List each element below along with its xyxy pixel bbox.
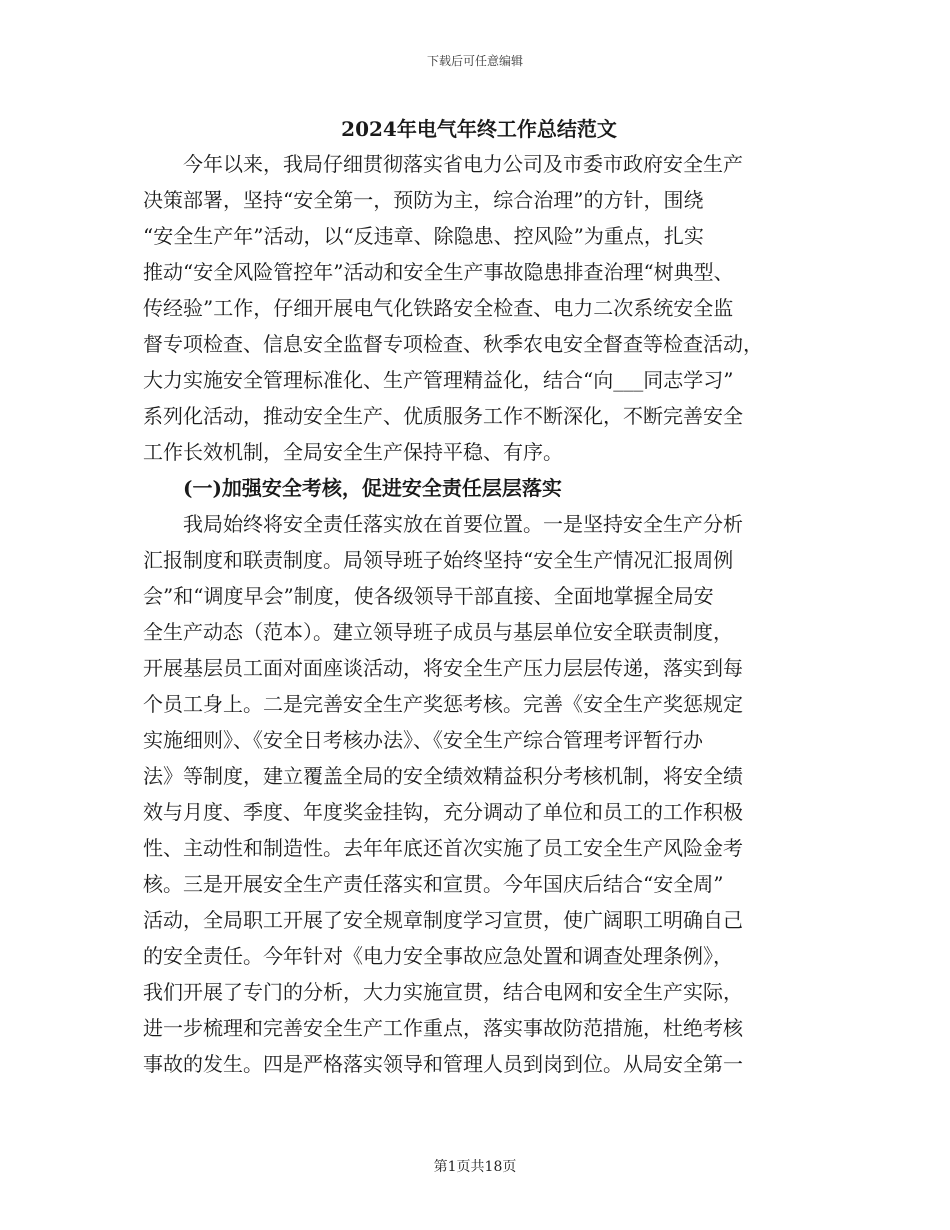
paragraph-line: 系列化活动，推动安全生产、优质服务工作不断深化，不断完善安全 bbox=[143, 404, 743, 428]
paragraph-line: 推动“安全风险管控年”活动和安全生产事故隐患排查治理“树典型、 bbox=[143, 260, 734, 284]
paragraph-line: 决策部署，坚持“安全第一，预防为主，综合治理”的方针，围绕 bbox=[143, 188, 704, 212]
paragraph-line: “安全生产年”活动，以“反违章、除隐患、控风险”为重点，扎实 bbox=[143, 224, 704, 248]
page-header-note: 下载后可任意编辑 bbox=[426, 54, 523, 68]
paragraph-line: 大力实施安全管理标准化、生产管理精益化，结合“向___同志学习” bbox=[143, 368, 734, 392]
paragraph-line: 工作长效机制，全局安全生产保持平稳、有序。 bbox=[143, 440, 563, 464]
page-number: 第1页共18页 bbox=[433, 1159, 517, 1175]
paragraph-line: 性、主动性和制造性。去年年底还首次实施了员工安全生产风险金考 bbox=[143, 836, 743, 860]
paragraph-line: 个员工身上。二是完善安全生产奖惩考核。完善《安全生产奖惩规定 bbox=[143, 692, 743, 716]
paragraph-line: 法》等制度，建立覆盖全局的安全绩效精益积分考核机制，将安全绩 bbox=[143, 764, 743, 788]
paragraph-line: 效与月度、季度、年度奖金挂钩，充分调动了单位和员工的工作积极 bbox=[143, 800, 743, 824]
paragraph-line: 进一步梳理和完善安全生产工作重点，落实事故防范措施，杜绝考核 bbox=[143, 1016, 743, 1040]
paragraph-line: 督专项检查、信息安全监督专项检查、秋季农电安全督查等检查活动， bbox=[143, 332, 763, 356]
paragraph-line: 实施细则》、《安全日考核办法》、《安全生产综合管理考评暂行办 bbox=[143, 728, 703, 752]
paragraph-line: 核。三是开展安全生产责任落实和宣贯。今年国庆后结合“安全周” bbox=[143, 872, 724, 896]
paragraph-line: 我局始终将安全责任落实放在首要位置。一是坚持安全生产分析 bbox=[183, 512, 743, 536]
paragraph-line: 活动，全局职工开展了安全规章制度学习宣贯，使广阔职工明确自己 bbox=[143, 908, 743, 932]
intro-paragraph bbox=[143, 146, 815, 470]
section-heading: (一)加强安全考核，促进安全责任层层落实 bbox=[183, 476, 562, 500]
paragraph-line: 我们开展了专门的分析，大力实施宣贯，结合电网和安全生产实际， bbox=[143, 980, 743, 1004]
paragraph-line: 开展基层员工面对面座谈活动，将安全生产压力层层传递，落实到每 bbox=[143, 656, 743, 680]
paragraph-line: 传经验”工作，仔细开展电气化铁路安全检查、电力二次系统安全监 bbox=[143, 296, 734, 320]
paragraph-line: 今年以来，我局仔细贯彻落实省电力公司及市委市政府安全生产 bbox=[183, 152, 743, 176]
paragraph-line: 事故的发生。四是严格落实领导和管理人员到岗到位。从局安全第一 bbox=[143, 1052, 743, 1076]
paragraph-line: 汇报制度和联责制度。局领导班子始终坚持“安全生产情况汇报周例 bbox=[143, 548, 734, 572]
document-title: 2024年电气年终工作总结范文 bbox=[341, 117, 617, 141]
document-body bbox=[143, 112, 815, 1082]
paragraph-line: 会”和“调度早会”制度，使各级领导干部直接、全面地掌握全局安 bbox=[143, 584, 714, 608]
paragraph-line: 的安全责任。今年针对《电力安全事故应急处置和调查处理条例》， bbox=[143, 944, 733, 968]
section-paragraph bbox=[143, 506, 815, 1082]
paragraph-line: 全生产动态（范本）。建立领导班子成员与基层单位安全联责制度， bbox=[143, 620, 733, 644]
